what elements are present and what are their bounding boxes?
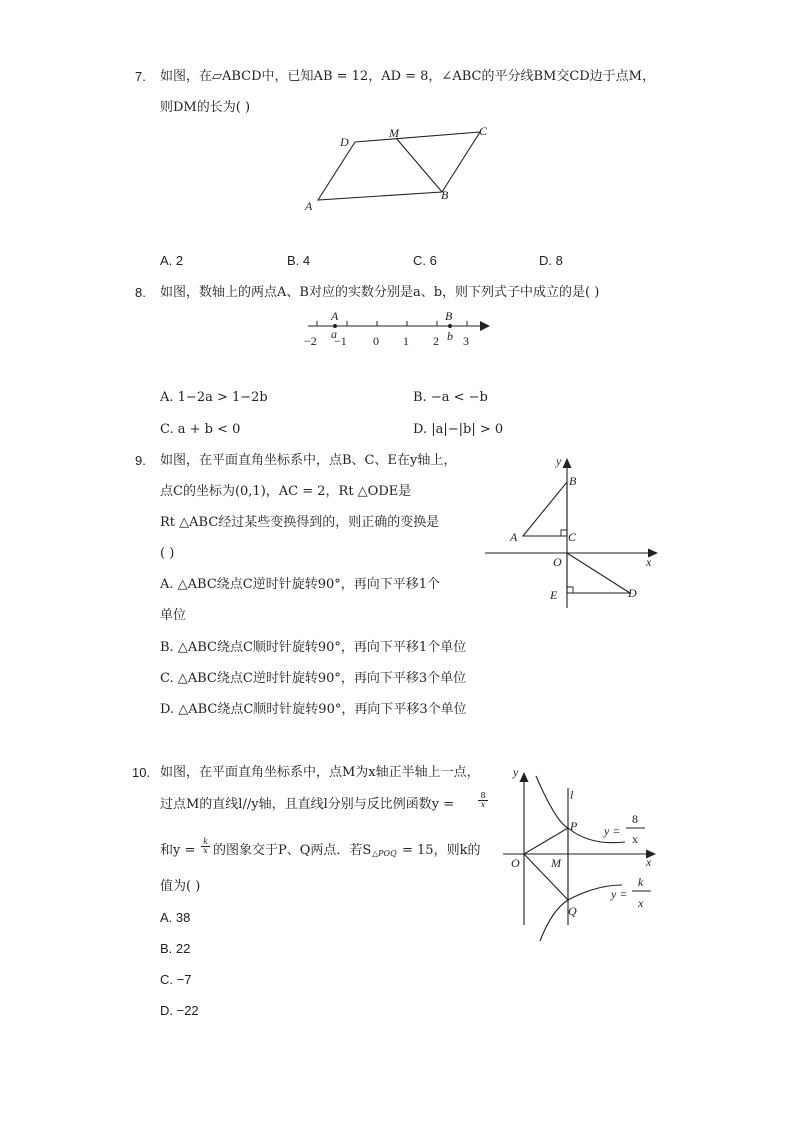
question-number: 8. xyxy=(135,285,146,300)
label-point-a: A xyxy=(331,309,339,323)
formula-lhs: y = xyxy=(604,824,621,838)
question-text: 如图，数轴上的两点A、B对应的实数分别是a、b，则下列式子中成立的是( ) xyxy=(160,285,600,300)
triangle-abc xyxy=(523,482,567,536)
fraction-numerator: k xyxy=(201,838,210,847)
label-b: B xyxy=(441,188,449,202)
tick-label: −1 xyxy=(334,334,347,348)
parallelogram-figure xyxy=(300,120,500,220)
label-a: A xyxy=(305,199,313,213)
segment-bm xyxy=(396,138,442,192)
label-c: C xyxy=(568,530,577,544)
question-text: Rt △ABC经过某些变换得到的，则正确的变换是 xyxy=(160,515,440,530)
option-c[interactable]: C. 6 xyxy=(413,253,437,268)
option-c[interactable]: C. △ABC绕点C逆时针旋转90°，再向下平移3个单位 xyxy=(160,671,467,686)
right-angle-e xyxy=(567,587,573,593)
label-value-b: b xyxy=(447,329,453,343)
question-text: = 15，则k的 xyxy=(402,843,481,858)
fraction-8-over-x xyxy=(478,792,488,810)
right-angle-c xyxy=(561,530,567,536)
label-y: y xyxy=(513,765,519,779)
label-a: A xyxy=(510,530,518,544)
option-a[interactable]: A. 38 xyxy=(160,910,191,925)
label-m: M xyxy=(551,856,561,870)
option-d[interactable]: D. |a|−|b| > 0 xyxy=(413,422,504,437)
option-a-continued[interactable]: 单位 xyxy=(160,608,187,623)
question-text: 过点M的直线l//y轴，且直线l分别与反比例函数y = xyxy=(160,797,455,812)
label-value-a: a xyxy=(331,327,337,341)
label-x: x xyxy=(646,855,652,869)
question-text: 点C的坐标为(0,1)，AC = 2，Rt △ODE是 xyxy=(160,484,412,499)
point-b xyxy=(448,324,452,328)
question-text: ( ) xyxy=(160,546,175,561)
option-b[interactable]: B. △ABC绕点C顺时针旋转90°，再向下平移1个单位 xyxy=(160,640,467,655)
question-number: 9. xyxy=(135,453,146,468)
question-text: 如图，在▱ABCD中，已知AB = 12，AD = 8，∠ABC的平分线BM交CD边于点M， xyxy=(160,69,655,84)
label-q: Q xyxy=(568,904,577,918)
question-number: 7. xyxy=(135,69,146,84)
option-d[interactable]: D. −22 xyxy=(160,1003,199,1018)
option-c[interactable]: C. a + b < 0 xyxy=(160,422,241,437)
label-o: O xyxy=(553,555,562,569)
question-text: 的图象交于P、Q两点．若S xyxy=(213,843,372,858)
y-axis-arrow xyxy=(520,772,529,782)
formula-denominator: x xyxy=(632,832,638,846)
y-axis-arrow xyxy=(563,458,572,468)
formula-numerator: k xyxy=(638,875,644,889)
question-text: 如图，在平面直角坐标系中，点B、C、E在y轴上， xyxy=(160,453,457,468)
formula-denominator: x xyxy=(638,896,644,910)
label-p: P xyxy=(570,819,578,833)
fraction-denominator: x xyxy=(203,846,208,856)
option-a[interactable]: A. 1−2a > 1−2b xyxy=(160,390,268,405)
tick-label: 1 xyxy=(403,334,409,348)
option-b[interactable]: B. 4 xyxy=(287,253,311,268)
label-d: D xyxy=(628,586,637,600)
fraction-k-over-x xyxy=(201,838,210,856)
question-text: 值为( ) xyxy=(160,879,201,894)
label-b: B xyxy=(569,474,577,488)
tick-label: 2 xyxy=(433,334,439,348)
option-b[interactable]: B. −a < −b xyxy=(413,390,488,405)
label-x: x xyxy=(646,555,652,569)
tick-label: 0 xyxy=(373,334,379,348)
number-line-arrow xyxy=(480,321,490,331)
coordinate-figure-q9 xyxy=(480,450,670,620)
option-a[interactable]: A. △ABC绕点C逆时针旋转90°，再向下平移1个 xyxy=(160,577,441,592)
label-d: D xyxy=(340,135,349,149)
option-d[interactable]: D. 8 xyxy=(539,253,563,268)
tick-label: 3 xyxy=(463,334,469,348)
label-e: E xyxy=(550,588,558,602)
triangle-ode xyxy=(567,553,630,593)
formula-lhs: y = xyxy=(611,887,628,901)
question-text: 如图，在平面直角坐标系中，点M为x轴正半轴上一点， xyxy=(160,765,480,780)
label-c: C xyxy=(479,124,488,138)
label-point-b: B xyxy=(445,309,453,323)
label-m: M xyxy=(389,126,399,140)
option-a[interactable]: A. 2 xyxy=(160,253,184,268)
option-c[interactable]: C. −7 xyxy=(160,972,192,987)
label-y: y xyxy=(556,454,562,468)
coordinate-figure-q10 xyxy=(500,760,670,945)
curve-y-k-over-x xyxy=(540,885,622,941)
triangle-poq xyxy=(524,828,568,900)
subscript-pqo: △POQ xyxy=(372,849,397,858)
question-text: 则DM的长为( ) xyxy=(160,100,251,115)
tick-label: −2 xyxy=(304,334,317,348)
question-number: 10. xyxy=(132,765,151,780)
number-line-figure xyxy=(300,305,500,355)
label-l: l xyxy=(570,788,574,802)
option-d[interactable]: D. △ABC绕点C顺时针旋转90°，再向下平移3个单位 xyxy=(160,702,467,717)
fraction-numerator: 8 xyxy=(478,792,488,801)
fraction-denominator: x xyxy=(480,800,486,810)
formula-numerator: 8 xyxy=(632,812,638,826)
question-text: 和y = xyxy=(160,843,196,858)
option-b[interactable]: B. 22 xyxy=(160,941,191,956)
label-o: O xyxy=(511,856,520,870)
